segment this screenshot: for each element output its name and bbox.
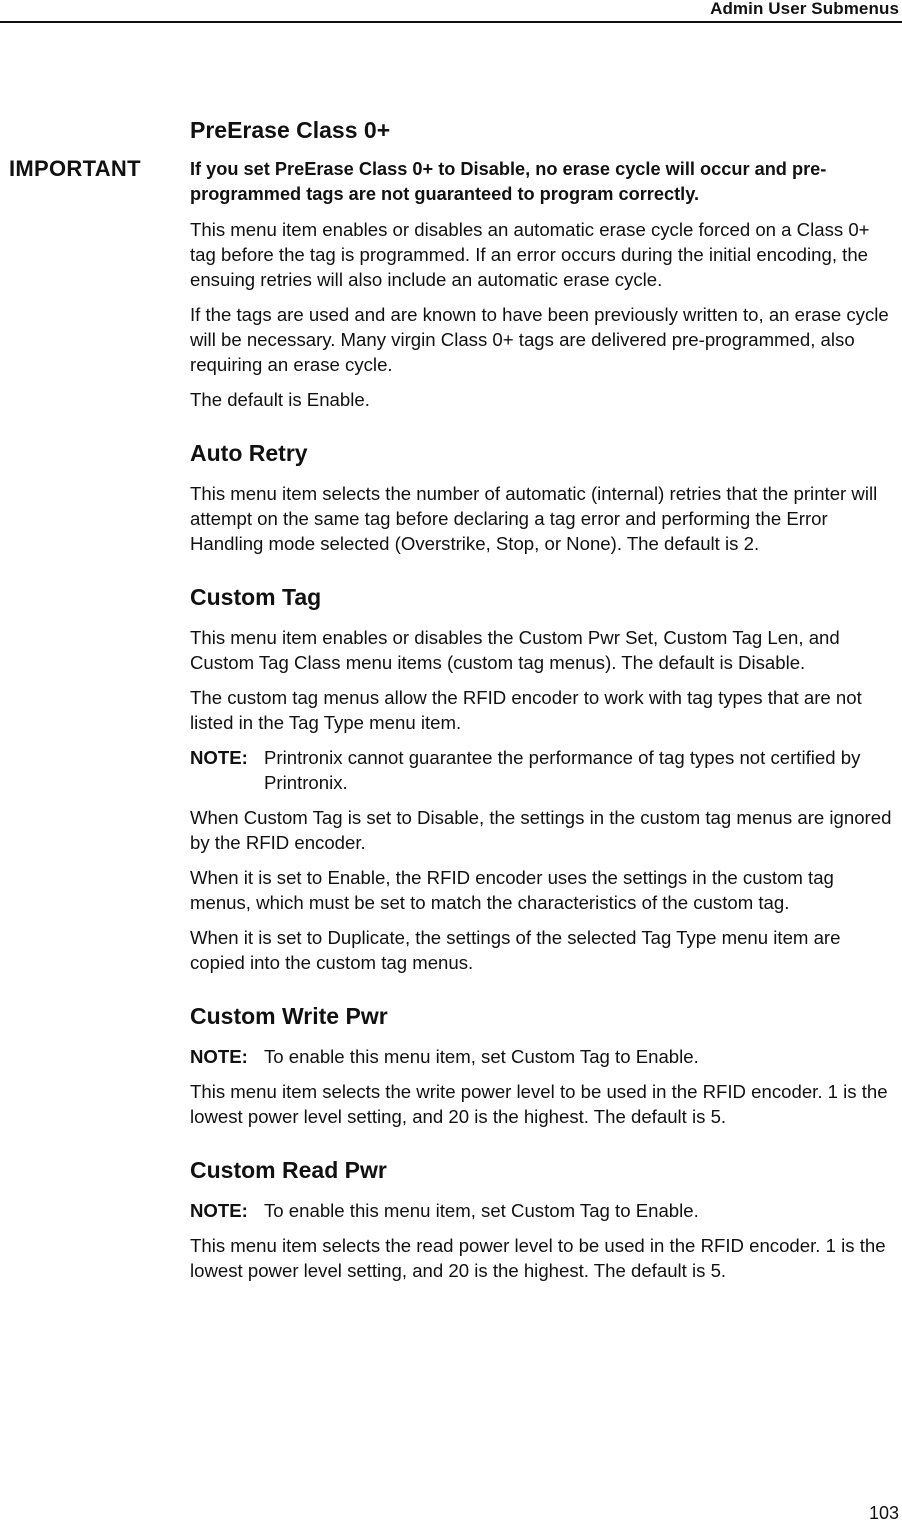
preerase-paragraph-1: This menu item enables or disables an automatic erase cycle forced on a Class 0+ tag before the tag is programmed. If an error occurs during the initial encoding, the ensuing retries will also include an automatic erase cycle.	[190, 219, 870, 290]
preerase-paragraph-3: The default is Enable.	[190, 389, 370, 410]
important-label: IMPORTANT	[9, 156, 141, 181]
custom-read-pwr-note	[190, 1198, 900, 1223]
note-text: Printronix cannot guarantee the performance of tag types not certified by Printronix.	[264, 747, 861, 793]
note-text: To enable this menu item, set Custom Tag to Enable.	[264, 1200, 699, 1221]
important-callout	[9, 156, 900, 207]
custom-tag-paragraph-2: The custom tag menus allow the RFID encoder to work with tag types that are not listed in the Tag Type menu item.	[190, 687, 862, 733]
heading-custom-read-pwr: Custom Read Pwr	[190, 1157, 387, 1183]
heading-custom-tag: Custom Tag	[190, 584, 322, 610]
important-text: If you set PreErase Class 0+ to Disable, no erase cycle will occur and pre-programmed tags are not guaranteed to program correctly.	[190, 159, 827, 204]
custom-write-pwr-paragraph-1: This menu item selects the write power level to be used in the RFID encoder. 1 is the lowest power level setting, and 20 is the highest. The default is 5.	[190, 1081, 888, 1127]
custom-read-pwr-paragraph-1: This menu item selects the read power level to be used in the RFID encoder. 1 is the lowest power level setting, and 20 is the highest. The default is 5.	[190, 1235, 886, 1281]
heading-custom-write-pwr: Custom Write Pwr	[190, 1003, 388, 1029]
preerase-paragraph-2: If the tags are used and are known to have been previously written to, an erase cycle will be necessary. Many virgin Class 0+ tags are delivered pre-programmed, also requiring an erase cycle.	[190, 304, 889, 375]
heading-auto-retry: Auto Retry	[190, 440, 308, 466]
note-label: NOTE:	[190, 1200, 248, 1221]
custom-tag-paragraph-5: When it is set to Duplicate, the settings of the selected Tag Type menu item are copied into the custom tag menus.	[190, 927, 841, 973]
custom-tag-note	[190, 745, 900, 795]
running-header	[0, 0, 902, 23]
page-number: 103	[868, 1503, 899, 1523]
note-label: NOTE:	[190, 747, 248, 768]
note-label: NOTE:	[190, 1046, 248, 1067]
page-content	[9, 115, 900, 1293]
custom-tag-paragraph-1: This menu item enables or disables the Custom Pwr Set, Custom Tag Len, and Custom Tag Class menu items (custom tag menus). The default is Disable.	[190, 627, 840, 673]
custom-tag-paragraph-3: When Custom Tag is set to Disable, the settings in the custom tag menus are ignored by the RFID encoder.	[190, 807, 892, 853]
custom-tag-paragraph-4: When it is set to Enable, the RFID encoder uses the settings in the custom tag menus, which must be set to match the characteristics of the custom tag.	[190, 867, 834, 913]
heading-preerase: PreErase Class 0+	[190, 117, 391, 143]
custom-write-pwr-note	[190, 1044, 900, 1069]
header-title: Admin User Submenus	[710, 0, 899, 18]
note-text: To enable this menu item, set Custom Tag to Enable.	[264, 1046, 699, 1067]
auto-retry-paragraph-1: This menu item selects the number of automatic (internal) retries that the printer will attempt on the same tag before declaring a tag error and performing the Error Handling mode selected (Overstrike, Stop, or None). The default is 2.	[190, 483, 878, 554]
